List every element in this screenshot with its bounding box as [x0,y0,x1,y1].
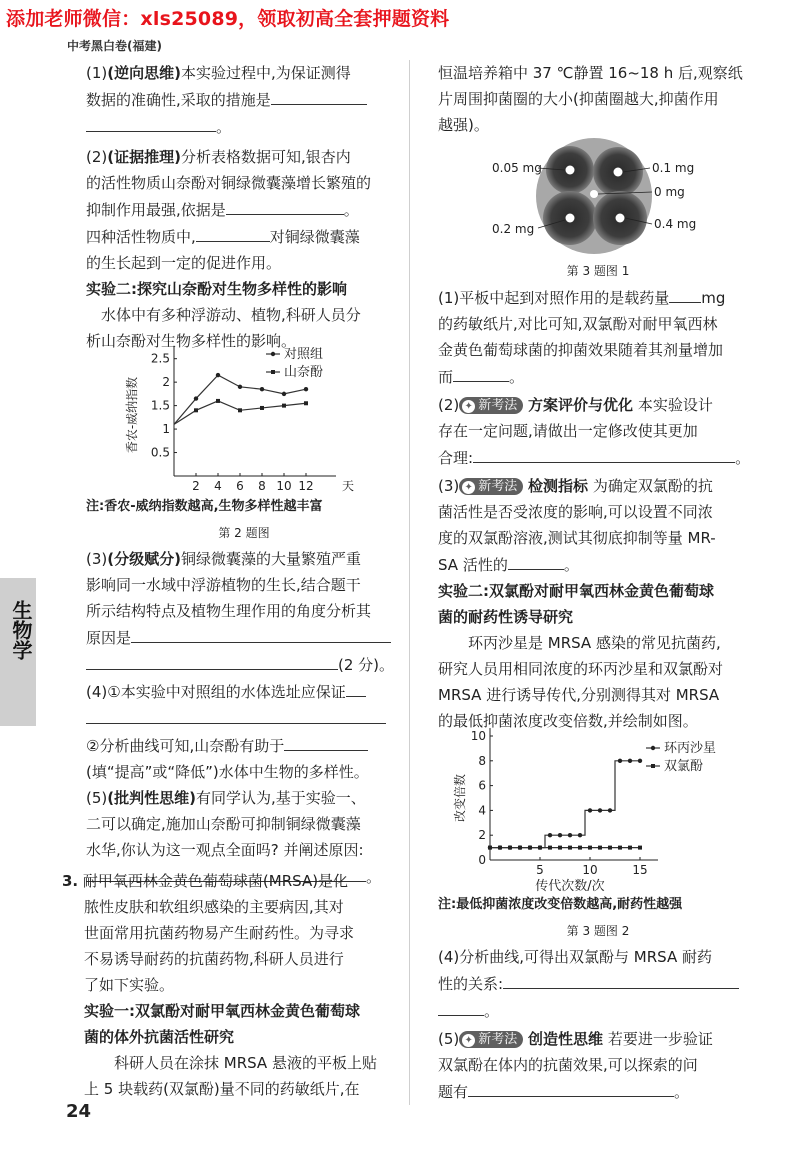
x-tick-label: 6 [236,479,244,493]
legend-label-1: 环丙沙星 [664,741,717,756]
x-axis-label: 天 [342,479,355,493]
y-tick-label: 2 [162,375,170,390]
dish-label-0.4mg: 0.4 mg [654,217,697,231]
r-q2-line1: (2) ✦ 新考法 方案评价与优化 本实验设计 [438,396,713,414]
r-exp2-text1: 环丙沙星是 MRSA 感染的常见抗菌药, [468,634,721,652]
exp2-title: 实验二:探究山奈酚对生物多样性的影响 [86,280,348,298]
left-column [86,60,402,354]
series-title: 中考黑白卷(福建) [67,39,162,53]
paper-disc-0.1mg [614,168,623,177]
legend-label-2: 山奈酚 [284,365,324,380]
q3-line5: (2 分)。 [86,651,402,678]
y-tick-label: 0.5 [150,445,170,460]
r-q5-line3: 题有 。 [438,1078,758,1105]
series-2-point [260,406,264,410]
y-tick-label: 10 [470,729,486,743]
series-2-point [282,404,286,408]
r-exp2-text3: MRSA 进行诱导传代,分别测得其对 MRSA [438,686,720,704]
q3-line2: 影响同一水域中浮游植物的生长,结合题干 [86,576,361,594]
r-q3-line3: 度的双氯酚溶液,测试其彻底抑制等量 MR- [438,529,716,547]
q5-line4: 。 [86,863,402,890]
question-3-intro [62,868,402,1102]
series-2-point [578,846,582,850]
dish-label-0.2mg: 0.2 mg [492,222,535,236]
r-q3-line2: 菌活性是否受浓度的影响,可以设置不同浓 [438,503,713,521]
y-tick-label: 0 [478,853,486,867]
r-exp2-title1: 实验二:双氯酚对耐甲氧西林金黄色葡萄球 [438,582,715,600]
x-tick-label: 12 [298,479,314,493]
x-tick-label: 2 [192,479,200,493]
y-axis-label: 香农-威纳指数 [125,376,139,454]
series-1-point [282,392,286,396]
q3-line4: 原因是 [86,624,402,651]
dish-label-0.1mg: 0.1 mg [652,161,695,175]
q2-line2: 的活性物质山奈酚对铜绿微囊藻增长繁殖的 [86,174,372,192]
fig2-line-chart [120,340,355,498]
r-q2-line2: 存在一定问题,请做出一定修改使其更加 [438,422,698,440]
q3-line1: (3)(分级赋分)铜绿微囊藻的大量繁殖严重 [86,550,361,568]
fig2-caption: 第 2 题图 [218,526,270,540]
r-exp2-text2: 研究人员用相同浓度的环丙沙星和双氯酚对 [438,660,724,678]
q3-main-line2: 脓性皮肤和软组织感染的主要病因,其对 [84,898,344,916]
r-text3: 越强)。 [438,116,489,134]
y-tick-label: 6 [478,778,486,793]
r-q4-line3: 。 [438,997,758,1024]
q2-line4: 四种活性物质中, 对铜绿微囊藻 [86,223,402,250]
exp1-title2: 菌的体外抗菌活性研究 [84,1028,235,1046]
x-tick-label: 15 [632,863,648,877]
dish-label-0mg: 0 mg [654,185,685,199]
lightbulb-icon: ✦ [462,1034,475,1047]
y-tick-label: 4 [478,803,486,818]
left-column-lower [86,494,402,890]
paper-disc-0.05mg [566,166,575,175]
series-2-point [194,408,198,412]
legend-marker-1 [271,352,275,356]
fig32-line-chart [450,726,750,898]
r-exp2-text4: 的最低抑菌浓度改变倍数,并绘制如图。 [438,712,698,730]
x-tick-label: 5 [536,863,544,877]
column-divider [409,60,410,1105]
q3-main-line4: 不易诱导耐药的抗菌药物,科研人员进行 [84,950,344,968]
dish-label-0.05mg: 0.05 mg [492,161,542,175]
series-2-point [618,846,622,850]
series-2-point [558,846,562,850]
q2-line3: 抑制作用最强,依据是 。 [86,196,402,223]
series-2-point [628,846,632,850]
series-2-point [508,846,512,850]
right-column-middle [438,258,758,734]
exp1-text2: 上 5 块载药(双氯酚)量不同的药敏纸片,在 [84,1080,360,1098]
r-q1-line2: 的药敏纸片,对比可知,双氯酚对耐甲氧西林 [438,315,718,333]
series-2-point [216,399,220,403]
exp2-text2: 析山奈酚对生物多样性的影响。 [86,332,297,350]
r-q3-line4: SA 活性的 。 [438,551,758,578]
q3-line3: 所示结构特点及植物生理作用的角度分析其 [86,602,372,620]
r-q1-line4: 而 。 [438,363,758,390]
x-tick-label: 8 [258,479,266,493]
q4-line1-blank [86,705,402,732]
series-line-1 [490,761,640,848]
series-1-point [194,396,198,400]
y-tick-label: 1.5 [150,398,170,413]
x-tick-label: 4 [214,479,222,493]
exp2-text1: 水体中有多种浮游动、植物,科研人员分 [101,306,361,324]
r-text2: 片周围抑菌圈的大小(抑菌圈越大,抑菌作用 [438,90,719,108]
series-1-point [558,833,562,837]
r-q4-line1: (4)分析曲线,可得出双氯酚与 MRSA 耐药 [438,948,712,966]
series-2-point [588,846,592,850]
paper-disc-0.4mg [616,214,625,223]
series-2-point [528,846,532,850]
right-column [438,60,758,138]
series-1-point [260,387,264,391]
q4-line1: (4)①本实验中对照组的水体选址应保证 [86,678,402,705]
legend-marker-1 [651,746,655,750]
fig32-note: 注:最低抑菌浓度改变倍数越高,耐药性越强 [438,897,683,912]
subject-side-tab-label: 生物学 [9,600,33,660]
q2-line1: (2)(证据推理)分析表格数据可知,银杏内 [86,148,351,166]
series-2-point [304,401,308,405]
r-exp2-title2: 菌的耐药性诱导研究 [438,608,574,626]
series-2-point [548,846,552,850]
r-q4-line2: 性的关系: [438,970,758,997]
q5-line1: (5)(批判性思维)有同学认为,基于实验一、 [86,789,366,807]
r-q3-line1: (3) ✦ 新考法 检测指标 为确定双氯酚的抗 [438,477,713,495]
y-tick-label: 8 [478,753,486,768]
series-2-point [238,408,242,412]
x-axis-label: 传代次数/次 [535,879,605,894]
series-2-point [568,846,572,850]
r-q1-line1: (1)平板中起到对照作用的是载药量 mg [438,284,758,311]
series-2-point [518,846,522,850]
x-tick-label: 10 [582,863,598,877]
q4-line3: (填“提高”或“降低”)水体中生物的多样性。 [86,763,369,781]
series-2-point [498,846,502,850]
r-q5-line2: 双氯酚在体内的抗菌效果,可以探索的问 [438,1056,698,1074]
legend-label-1: 对照组 [284,347,324,362]
y-tick-label: 1 [162,422,170,437]
q3-main-line5: 了如下实验。 [84,976,175,994]
q1-line3: 。 [86,113,402,140]
y-axis-label: 改变倍数 [453,773,467,823]
q5-line3: 水华,你认为这一观点全面吗? 并阐述原因: [86,841,364,859]
q4-line2: ②分析曲线可知,山奈酚有助于 [86,732,402,759]
paper-disc-0mg [590,190,598,198]
q1-line2: 数据的准确性,采取的措施是 [86,86,402,113]
legend-label-2: 双氯酚 [664,759,704,774]
r-q2-line3: 合理: 。 [438,444,758,471]
series-line-1 [174,375,306,424]
series-2-point [608,846,612,850]
r-text1: 恒温培养箱中 37 ℃静置 16~18 h 后,观察纸 [438,64,743,82]
paper-disc-0.2mg [566,214,575,223]
series-1-point [578,833,582,837]
series-1-point [588,808,592,812]
legend-marker-2 [271,370,275,374]
r-q1-line3: 金黄色葡萄球菌的抑菌效果随着其剂量增加 [438,341,724,359]
q3-main-line3: 世面常用抗菌药物易产生耐药性。为寻求 [84,924,355,942]
series-1-point [216,373,220,377]
series-line-2 [174,401,306,424]
right-column-lower [438,892,758,1105]
series-1-point [568,833,572,837]
q3-main-line1: 3. 耐甲氧西林金黄色葡萄球菌(MRSA)是化 [62,872,349,890]
series-1-point [608,808,612,812]
q1-line1: (1)(逆向思维)本实验过程中,为保证测得 [86,64,351,82]
r-q5-line1: (5) ✦ 新考法 创造性思维 若要进一步验证 [438,1030,713,1048]
new-method-badge: ✦ 新考法 [459,397,523,414]
x-tick-label: 10 [276,479,292,493]
series-2-point [598,846,602,850]
lightbulb-icon: ✦ [462,481,475,494]
lightbulb-icon: ✦ [462,400,475,413]
series-2-point [488,846,492,850]
series-1-point [618,759,622,763]
series-2-point [638,846,642,850]
series-1-point [598,808,602,812]
y-tick-label: 2 [478,828,486,843]
series-1-point [238,385,242,389]
y-tick-label: 2.5 [150,351,170,366]
fig32-caption: 第 3 题图 2 [566,924,630,938]
fig2-note: 注:香农-威纳指数越高,生物多样性越丰富 [86,499,323,514]
exp1-title1: 实验一:双氯酚对耐甲氧西林金黄色葡萄球 [84,1002,361,1020]
legend-marker-2 [651,764,655,768]
q5-line2: 二可以确定,施加山奈酚可抑制铜绿微囊藻 [86,815,361,833]
series-1-point [638,759,642,763]
promo-banner: 添加老师微信：xls25089，领取初高全套押题资料 [6,8,450,30]
petri-dish-figure [490,146,700,258]
new-method-badge: ✦ 新考法 [459,1031,523,1048]
page-number: 24 [66,1101,92,1122]
new-method-badge: ✦ 新考法 [459,478,523,495]
series-1-point [628,759,632,763]
fig31-caption: 第 3 题图 1 [566,264,630,278]
exp1-text1: 科研人员在涂抹 MRSA 悬液的平板上贴 [114,1054,377,1072]
series-2-point [538,846,542,850]
q2-line5: 的生长起到一定的促进作用。 [86,254,282,272]
series-1-point [548,833,552,837]
series-1-point [304,387,308,391]
